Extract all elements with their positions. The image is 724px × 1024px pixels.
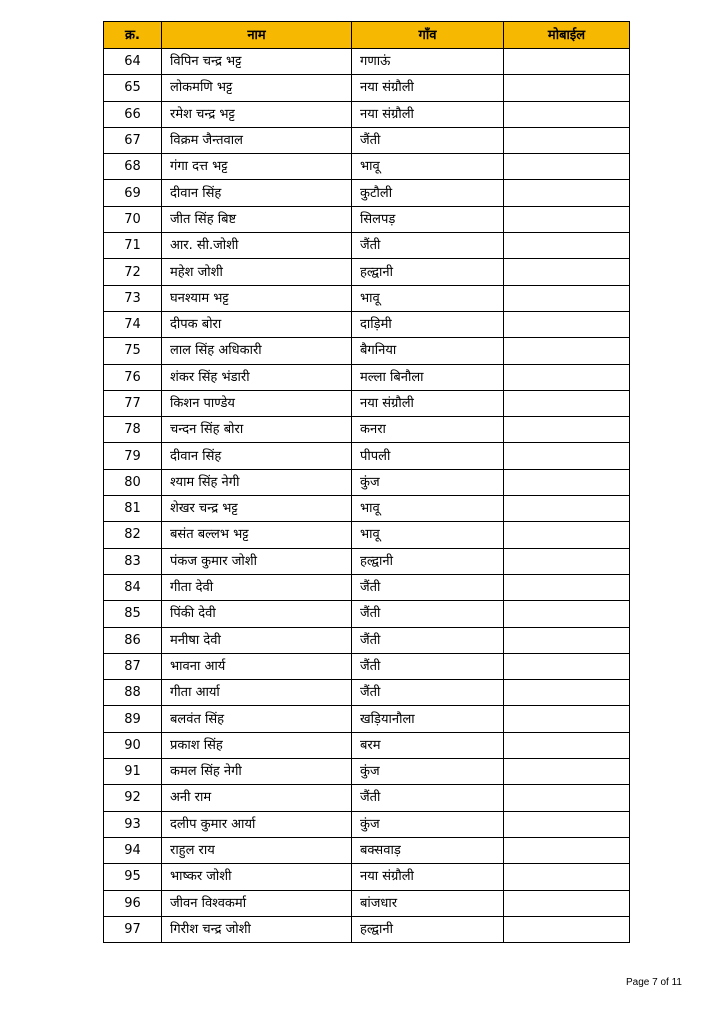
serial-cell: 80 <box>104 469 162 495</box>
name-cell: गिरीश चन्द्र जोशी <box>162 916 352 942</box>
serial-cell: 84 <box>104 574 162 600</box>
village-cell: भावू <box>352 496 504 522</box>
name-cell: गीता आर्या <box>162 680 352 706</box>
table-row <box>104 653 630 679</box>
table-row <box>104 101 630 127</box>
name-cell: बसंत बल्लभ भट्ट <box>162 522 352 548</box>
table-row <box>104 285 630 311</box>
name-cell: विक्रम जैन्तवाल <box>162 127 352 153</box>
village-cell: हल्द्वानी <box>352 916 504 942</box>
serial-cell: 65 <box>104 75 162 101</box>
table-row <box>104 680 630 706</box>
serial-cell: 88 <box>104 680 162 706</box>
serial-cell: 73 <box>104 285 162 311</box>
table-row <box>104 338 630 364</box>
mobile-cell <box>504 680 630 706</box>
mobile-cell <box>504 706 630 732</box>
mobile-cell <box>504 443 630 469</box>
village-cell: जैंती <box>352 127 504 153</box>
name-cell: बलवंत सिंह <box>162 706 352 732</box>
name-cell: घनश्याम भट्ट <box>162 285 352 311</box>
name-cell: श्याम सिंह नेगी <box>162 469 352 495</box>
mobile-cell <box>504 311 630 337</box>
name-cell: गीता देवी <box>162 574 352 600</box>
mobile-cell <box>504 338 630 364</box>
village-cell: बांजधार <box>352 890 504 916</box>
village-cell: कुंज <box>352 811 504 837</box>
village-cell: पीपली <box>352 443 504 469</box>
village-cell: नया संग्रौली <box>352 101 504 127</box>
name-cell: दीवान सिंह <box>162 180 352 206</box>
village-cell: जैंती <box>352 233 504 259</box>
serial-cell: 96 <box>104 890 162 916</box>
village-cell: हल्द्वानी <box>352 548 504 574</box>
mobile-cell <box>504 548 630 574</box>
mobile-cell <box>504 785 630 811</box>
serial-cell: 90 <box>104 732 162 758</box>
mobile-cell <box>504 154 630 180</box>
mobile-cell <box>504 101 630 127</box>
table-row <box>104 496 630 522</box>
mobile-cell <box>504 180 630 206</box>
serial-cell: 91 <box>104 759 162 785</box>
mobile-cell <box>504 732 630 758</box>
table-row <box>104 206 630 232</box>
village-cell: कुंज <box>352 759 504 785</box>
name-cell: शेखर चन्द्र भट्ट <box>162 496 352 522</box>
table-row <box>104 390 630 416</box>
table-row <box>104 49 630 75</box>
name-cell: विपिन चन्द्र भट्ट <box>162 49 352 75</box>
serial-cell: 95 <box>104 864 162 890</box>
village-cell: बैगनिया <box>352 338 504 364</box>
table-row <box>104 233 630 259</box>
serial-cell: 72 <box>104 259 162 285</box>
table-row <box>104 627 630 653</box>
mobile-cell <box>504 285 630 311</box>
table-row <box>104 154 630 180</box>
table-row <box>104 469 630 495</box>
table-row <box>104 417 630 443</box>
serial-cell: 71 <box>104 233 162 259</box>
name-cell: किशन पाण्डेय <box>162 390 352 416</box>
serial-cell: 79 <box>104 443 162 469</box>
name-cell: कमल सिंह नेगी <box>162 759 352 785</box>
village-cell: कुटौली <box>352 180 504 206</box>
village-cell: नया संग्रौली <box>352 864 504 890</box>
serial-cell: 76 <box>104 364 162 390</box>
serial-cell: 82 <box>104 522 162 548</box>
table-row <box>104 916 630 942</box>
mobile-cell <box>504 653 630 679</box>
name-cell: भाष्कर जोशी <box>162 864 352 890</box>
village-cell: भावू <box>352 285 504 311</box>
table-row <box>104 837 630 863</box>
name-cell: महेश जोशी <box>162 259 352 285</box>
serial-cell: 83 <box>104 548 162 574</box>
village-cell: जैंती <box>352 574 504 600</box>
name-cell: जीवन विश्वकर्मा <box>162 890 352 916</box>
table-row <box>104 522 630 548</box>
member-table <box>103 21 630 943</box>
name-cell: शंकर सिंह भंडारी <box>162 364 352 390</box>
table-row <box>104 890 630 916</box>
serial-cell: 66 <box>104 101 162 127</box>
serial-cell: 85 <box>104 601 162 627</box>
village-cell: कुंज <box>352 469 504 495</box>
table-row <box>104 548 630 574</box>
mobile-cell <box>504 206 630 232</box>
name-cell: दीवान सिंह <box>162 443 352 469</box>
table-row <box>104 311 630 337</box>
serial-cell: 78 <box>104 417 162 443</box>
mobile-cell <box>504 390 630 416</box>
name-cell: अनी राम <box>162 785 352 811</box>
mobile-cell <box>504 469 630 495</box>
serial-cell: 81 <box>104 496 162 522</box>
village-cell: गणाऊं <box>352 49 504 75</box>
mobile-cell <box>504 233 630 259</box>
name-cell: पंकज कुमार जोशी <box>162 548 352 574</box>
village-cell: नया संग्रौली <box>352 75 504 101</box>
mobile-cell <box>504 627 630 653</box>
name-cell: पिंकी देवी <box>162 601 352 627</box>
mobile-cell <box>504 417 630 443</box>
table-row <box>104 864 630 890</box>
name-cell: दलीप कुमार आर्या <box>162 811 352 837</box>
village-cell: जैंती <box>352 627 504 653</box>
mobile-cell <box>504 864 630 890</box>
table-row <box>104 785 630 811</box>
table-header-row <box>104 22 630 49</box>
village-cell: भावू <box>352 154 504 180</box>
mobile-cell <box>504 496 630 522</box>
mobile-cell <box>504 49 630 75</box>
mobile-cell <box>504 259 630 285</box>
table-row <box>104 732 630 758</box>
village-cell: दाड़िमी <box>352 311 504 337</box>
mobile-cell <box>504 364 630 390</box>
serial-cell: 97 <box>104 916 162 942</box>
village-cell: जैंती <box>352 785 504 811</box>
table-row <box>104 443 630 469</box>
serial-cell: 75 <box>104 338 162 364</box>
village-cell: मल्ला बिनौला <box>352 364 504 390</box>
serial-cell: 86 <box>104 627 162 653</box>
table-row <box>104 706 630 732</box>
village-cell: हल्द्वानी <box>352 259 504 285</box>
header-serial: क्र. <box>104 22 162 49</box>
table-row <box>104 180 630 206</box>
table-row <box>104 759 630 785</box>
table-row <box>104 75 630 101</box>
name-cell: आर. सी.जोशी <box>162 233 352 259</box>
mobile-cell <box>504 127 630 153</box>
table-row <box>104 127 630 153</box>
table-row <box>104 259 630 285</box>
mobile-cell <box>504 75 630 101</box>
name-cell: भावना आर्य <box>162 653 352 679</box>
serial-cell: 67 <box>104 127 162 153</box>
serial-cell: 94 <box>104 837 162 863</box>
village-cell: जैंती <box>352 680 504 706</box>
mobile-cell <box>504 890 630 916</box>
mobile-cell <box>504 811 630 837</box>
table-row <box>104 364 630 390</box>
serial-cell: 87 <box>104 653 162 679</box>
village-cell: कनरा <box>352 417 504 443</box>
name-cell: जीत सिंह बिष्ट <box>162 206 352 232</box>
mobile-cell <box>504 916 630 942</box>
name-cell: गंगा दत्त भट्ट <box>162 154 352 180</box>
name-cell: लाल सिंह अधिकारी <box>162 338 352 364</box>
page-number: Page 7 of 11 <box>626 977 682 988</box>
village-cell: भावू <box>352 522 504 548</box>
mobile-cell <box>504 837 630 863</box>
table-row <box>104 811 630 837</box>
mobile-cell <box>504 601 630 627</box>
name-cell: दीपक बोरा <box>162 311 352 337</box>
village-cell: सिलपड़ <box>352 206 504 232</box>
village-cell: जैंती <box>352 601 504 627</box>
table-row <box>104 601 630 627</box>
village-cell: नया संग्रौली <box>352 390 504 416</box>
name-cell: मनीषा देवी <box>162 627 352 653</box>
name-cell: चन्दन सिंह बोरा <box>162 417 352 443</box>
header-name: नाम <box>162 22 352 49</box>
header-village: गाँव <box>352 22 504 49</box>
village-cell: जैंती <box>352 653 504 679</box>
serial-cell: 92 <box>104 785 162 811</box>
header-mobile: मोबाईल <box>504 22 630 49</box>
mobile-cell <box>504 522 630 548</box>
name-cell: रमेश चन्द्र भट्ट <box>162 101 352 127</box>
name-cell: प्रकाश सिंह <box>162 732 352 758</box>
serial-cell: 64 <box>104 49 162 75</box>
table-row <box>104 574 630 600</box>
serial-cell: 89 <box>104 706 162 732</box>
name-cell: राहुल राय <box>162 837 352 863</box>
name-cell: लोकमणि भट्ट <box>162 75 352 101</box>
serial-cell: 77 <box>104 390 162 416</box>
mobile-cell <box>504 574 630 600</box>
village-cell: खड़ियानौला <box>352 706 504 732</box>
mobile-cell <box>504 759 630 785</box>
village-cell: बक्सवाड़ <box>352 837 504 863</box>
village-cell: बरम <box>352 732 504 758</box>
serial-cell: 69 <box>104 180 162 206</box>
serial-cell: 74 <box>104 311 162 337</box>
serial-cell: 70 <box>104 206 162 232</box>
serial-cell: 68 <box>104 154 162 180</box>
serial-cell: 93 <box>104 811 162 837</box>
